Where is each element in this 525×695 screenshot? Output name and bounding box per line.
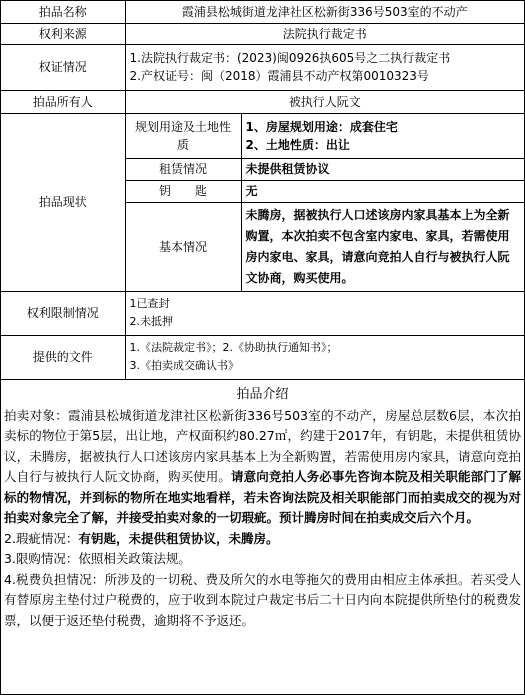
planning-line-2: 2、土地性质：出让 (245, 137, 350, 152)
row-rights-source (1, 23, 524, 44)
cert-value (125, 44, 524, 90)
auction-info-table (1, 1, 524, 380)
intro-body (1, 406, 524, 632)
docs-line-2: 3.《拍卖成交确认书》 (129, 359, 239, 372)
basic-value: 未腾房，据被执行人口述该房内家具基本上为全新购置，本次拍卖不包含室内家电、家具，若需使用房内家电、家具，请意向竞拍人自行与被执行人阮文协商，购买使用。 (241, 202, 524, 291)
lease-value: 未提供租赁协议 (241, 158, 524, 180)
intro-paragraph-1 (4, 406, 521, 529)
cert-label: 权证情况 (1, 44, 125, 90)
intro-paragraph-2 (4, 529, 521, 550)
intro-p1-normal: 拍卖对象：霞浦县松城街道龙津社区松新街336号503室的不动产，房屋总层数6层，本次拍卖标的物位于第5层，出让地，产权面积约80.27㎡，约建于2017年，有钥匙，未提供租赁协议，未腾房，据被执行人口述该房内家具基本上为全新购置，若需使用房内家具，请意向竞拍人自行与被执行人阮文协商，购买使用。 (4, 407, 521, 484)
row-item-name (1, 1, 524, 23)
planning-value (241, 113, 524, 158)
intro-p1-bold: 请意向竞拍人务必事先咨询本院及相关职能部门了解标的物情况，并到标的物所在地实地看样，若未咨询法院及相关职能部门而拍卖成交的视为对拍卖对象完全了解，并接受拍卖对象的一切瑕疵。预计腾房时间在拍卖成交后六个月。 (4, 469, 521, 525)
rights-source-value: 法院执行裁定书 (125, 23, 524, 44)
key-label: 钥 匙 (125, 180, 241, 202)
row-cert (1, 44, 524, 90)
row-restriction (1, 291, 524, 335)
basic-label: 基本情况 (125, 202, 241, 291)
docs-line-1: 1.《法院裁定书》；2.《协助执行通知书》； (129, 341, 338, 354)
rights-source-label: 权利来源 (1, 23, 125, 44)
intro-title: 拍品介绍 (236, 386, 289, 402)
restriction-line-2: 2.未抵押 (129, 315, 173, 328)
cert-line-2: 2.产权证号：闽（2018）霞浦县不动产权第0010323号 (129, 69, 429, 83)
restriction-label: 权利限制情况 (1, 291, 125, 335)
docs-label: 提供的文件 (1, 335, 125, 379)
item-name-label: 拍品名称 (1, 1, 125, 23)
intro-p2-label: 2.瑕疵情况： (4, 530, 79, 546)
planning-line-1: 1、房屋规划用途：成套住宅 (245, 119, 398, 134)
owner-value: 被执行人阮文 (125, 90, 524, 113)
intro-paragraph-3: 3.限购情况：依照相关政策法规。 (4, 551, 191, 566)
key-value: 无 (241, 180, 524, 202)
cert-line-1: 1.法院执行裁定书：(2023)闽0926执605号之二执行裁定书 (129, 51, 451, 65)
restriction-line-1: 1已查封 (129, 297, 170, 310)
status-label: 拍品现状 (1, 113, 125, 291)
owner-label: 拍品所有人 (1, 90, 125, 113)
planning-label: 规划用途及土地性质 (125, 113, 241, 158)
intro-p2-bold: 有钥匙，未提供租赁协议，未腾房。 (78, 530, 279, 546)
row-docs (1, 335, 524, 379)
lease-label: 租赁情况 (125, 158, 241, 180)
docs-value (125, 335, 524, 379)
restriction-value (125, 291, 524, 335)
row-owner (1, 90, 524, 113)
item-name-value: 霞浦县松城街道龙津社区松新街336号503室的不动产 (125, 1, 524, 23)
row-planning (1, 113, 524, 158)
intro-paragraph-4: 4.税费负担情况：所涉及的一切税、费及所欠的水电等拖欠的费用由相应主体承担。若买受人有替原房主垫付过户税费的，应于收到本院过户裁定书后二十日内向本院提供所垫付的税费发票，以便于返还垫付税费，逾期将不予返还。 (4, 571, 521, 628)
